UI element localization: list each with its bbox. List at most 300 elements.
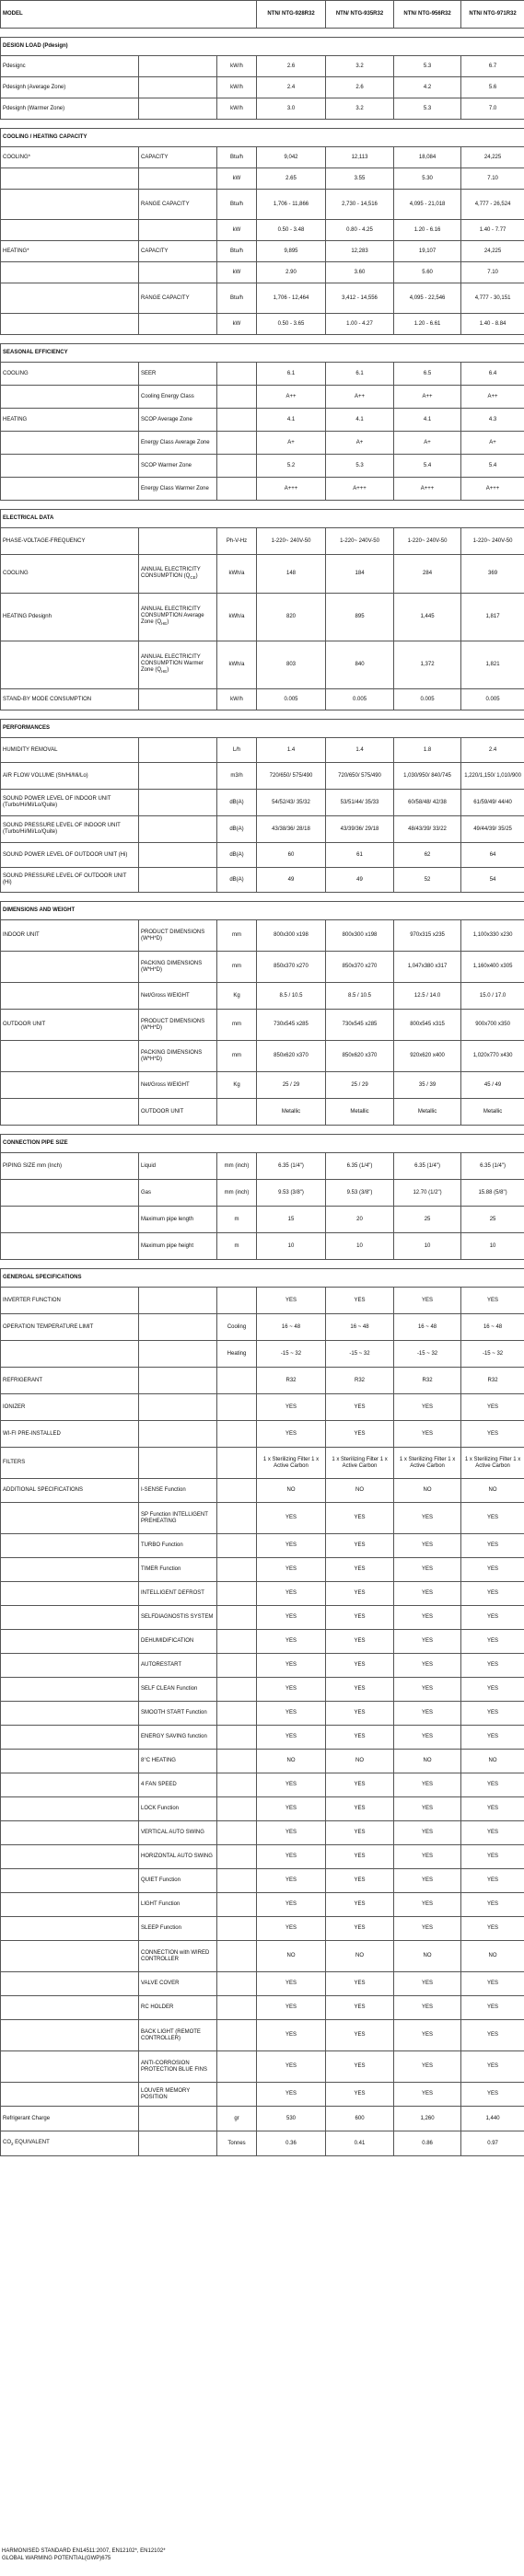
spec-row [1, 1099, 524, 1126]
spec-value: YES [257, 1869, 326, 1893]
spec-value: A+ [394, 432, 461, 455]
spec-row [1, 738, 524, 763]
spec-value: 2.6 [257, 56, 326, 77]
row-label [1, 983, 139, 1010]
spec-value: 62 [394, 843, 461, 868]
spec-value: 20 [326, 1207, 394, 1233]
spec-value: YES [461, 1678, 524, 1702]
row-sublabel: VALVE COVER [139, 1972, 217, 1996]
spec-value: 0.005 [461, 689, 524, 710]
spec-value: 8.5 / 10.5 [326, 983, 394, 1010]
spec-value: YES [461, 1606, 524, 1630]
section-title: CONNECTION PIPE SIZE [1, 1135, 524, 1153]
row-sublabel [139, 2131, 217, 2156]
section-spacer [1, 710, 524, 720]
row-unit: Ph-V-Hz [217, 528, 257, 555]
spec-row [1, 455, 524, 478]
row-label: Pdesignh (Warmer Zone) [1, 98, 139, 120]
row-sublabel [139, 98, 217, 120]
row-unit [217, 1582, 257, 1606]
spec-value: 8.5 / 10.5 [257, 983, 326, 1010]
spec-row [1, 1702, 524, 1726]
spec-row [1, 1893, 524, 1917]
spec-value: YES [394, 1582, 461, 1606]
section-title: GENERGAL SPECIFICATIONS [1, 1269, 524, 1288]
spec-value: YES [257, 1421, 326, 1448]
spec-value: YES [394, 1606, 461, 1630]
spec-value: 4.1 [257, 409, 326, 432]
spec-value: YES [461, 1394, 524, 1421]
spec-value: YES [326, 1288, 394, 1314]
spec-value: 3.60 [326, 262, 394, 283]
row-label: OPERATION TEMPERATURE LIMIT [1, 1314, 139, 1341]
row-unit [217, 1288, 257, 1314]
spec-value: -15 ~ 32 [394, 1341, 461, 1368]
spec-value: 1,817 [461, 594, 524, 641]
row-label [1, 283, 139, 314]
spec-value: YES [257, 1821, 326, 1845]
spec-value: 7.10 [461, 262, 524, 283]
spec-value: YES [257, 2083, 326, 2107]
spec-value: YES [326, 1797, 394, 1821]
spec-row [1, 763, 524, 790]
spec-value: 7.10 [461, 168, 524, 190]
row-sublabel: QUIET Function [139, 1869, 217, 1893]
spec-value: A+++ [461, 478, 524, 501]
spec-value: YES [461, 1996, 524, 2020]
spec-value: 1 x Sterilizing Filter 1 x Active Carbon [394, 1448, 461, 1479]
row-label [1, 1654, 139, 1678]
row-sublabel: VERTICAL AUTO SWING [139, 1821, 217, 1845]
spec-value: 0.005 [394, 689, 461, 710]
spec-value: A+++ [394, 478, 461, 501]
row-sublabel: AUTORESTART [139, 1654, 217, 1678]
spec-value: NO [257, 1479, 326, 1503]
sublabel-end: ) [167, 667, 169, 674]
spec-value: 10 [461, 1233, 524, 1260]
row-sublabel: Maximum pipe length [139, 1207, 217, 1233]
spec-value: 3.0 [257, 98, 326, 120]
spec-value: YES [326, 1582, 394, 1606]
spec-value: YES [461, 1893, 524, 1917]
row-label [1, 1869, 139, 1893]
row-unit: Cooling [217, 1314, 257, 1341]
spec-value: 49/44/39/ 35/25 [461, 816, 524, 843]
spec-row [1, 1869, 524, 1893]
spec-value: YES [257, 1917, 326, 1941]
row-unit [217, 1654, 257, 1678]
spec-value: YES [257, 1654, 326, 1678]
spec-row [1, 2107, 524, 2131]
spec-value: NO [461, 1750, 524, 1773]
spec-value: A+++ [257, 478, 326, 501]
spec-value: 5.6 [461, 77, 524, 98]
spacer-cell [1, 710, 524, 720]
spec-value: YES [257, 1630, 326, 1654]
row-sublabel: LOCK Function [139, 1797, 217, 1821]
model-label: MODEL [1, 1, 257, 29]
spec-row [1, 1972, 524, 1996]
row-unit [217, 1368, 257, 1394]
row-sublabel [139, 1288, 217, 1314]
spec-value: 9.53 (3/8") [326, 1180, 394, 1207]
spec-row [1, 528, 524, 555]
spec-value: 1.20 - 6.16 [394, 220, 461, 241]
spec-value: YES [461, 1630, 524, 1654]
spec-value: 24,225 [461, 241, 524, 262]
spec-value: YES [461, 1845, 524, 1869]
spec-value: 4.3 [461, 409, 524, 432]
section-title: SEASONAL EFFICIENCY [1, 344, 524, 363]
row-label-tail: EQUIVALENT [13, 2139, 50, 2145]
spec-row [1, 1479, 524, 1503]
spec-value: YES [394, 1869, 461, 1893]
row-sublabel: 8°C HEATING [139, 1750, 217, 1773]
spec-value: 900x700 x350 [461, 1010, 524, 1041]
spec-value: YES [257, 1606, 326, 1630]
spec-value: YES [326, 1606, 394, 1630]
row-sublabel: CAPACITY [139, 147, 217, 168]
spec-value: YES [257, 1558, 326, 1582]
row-label [1, 1534, 139, 1558]
spec-row [1, 1996, 524, 2020]
spec-row [1, 594, 524, 641]
spec-value: 16 ~ 48 [326, 1314, 394, 1341]
spec-value: 5.3 [326, 455, 394, 478]
spec-row [1, 1630, 524, 1654]
row-sublabel: CAPACITY [139, 241, 217, 262]
row-sublabel [139, 790, 217, 816]
spec-value: 184 [326, 555, 394, 594]
spec-value: 12,283 [326, 241, 394, 262]
spec-value: 1 x Sterilizing Filter 1 x Active Carbon [326, 1448, 394, 1479]
row-sublabel: Net/Gross WEIGHT [139, 1072, 217, 1099]
spec-value: 0.50 - 3.65 [257, 314, 326, 335]
row-label: COOLING* [1, 147, 139, 168]
spec-value: 1,706 - 12,464 [257, 283, 326, 314]
spec-value: Metallic [394, 1099, 461, 1126]
spec-row [1, 1606, 524, 1630]
spec-value: 6.1 [257, 363, 326, 386]
spec-value: R32 [326, 1368, 394, 1394]
row-sublabel: ENERGY SAVING function [139, 1726, 217, 1750]
row-sublabel: OUTDOOR UNIT [139, 1099, 217, 1126]
row-label [1, 1821, 139, 1845]
row-unit: gr [217, 2107, 257, 2131]
spec-value: A+ [326, 432, 394, 455]
spec-value: 0.36 [257, 2131, 326, 2156]
spec-value: YES [326, 1972, 394, 1996]
row-unit [217, 1726, 257, 1750]
spec-value: YES [326, 1917, 394, 1941]
spec-value: 0.80 - 4.25 [326, 220, 394, 241]
row-sublabel [139, 594, 217, 641]
spec-value: 1 x Sterilizing Filter 1 x Active Carbon [461, 1448, 524, 1479]
spec-value: 4.1 [326, 409, 394, 432]
row-unit [217, 1678, 257, 1702]
row-label [1, 455, 139, 478]
spec-value: 6.5 [394, 363, 461, 386]
row-unit [217, 1630, 257, 1654]
row-label [1, 1099, 139, 1126]
spec-value: 1,440 [461, 2107, 524, 2131]
spec-row [1, 1917, 524, 1941]
spec-row [1, 432, 524, 455]
spec-value: A++ [257, 386, 326, 409]
spec-value: YES [394, 1558, 461, 1582]
row-sublabel: SCOP Average Zone [139, 409, 217, 432]
spec-value: 1-220~ 240V-50 [461, 528, 524, 555]
row-label [1, 190, 139, 220]
row-sublabel: Cooling Energy Class [139, 386, 217, 409]
row-sublabel [139, 816, 217, 843]
spec-value: 12,113 [326, 147, 394, 168]
section-spacer [1, 1260, 524, 1269]
spec-row [1, 1821, 524, 1845]
spec-value: YES [257, 1996, 326, 2020]
spec-value: 4,777 - 26,524 [461, 190, 524, 220]
spec-row [1, 77, 524, 98]
spec-value: A++ [326, 386, 394, 409]
spec-value: 4,777 - 30,151 [461, 283, 524, 314]
spec-value: 5.30 [394, 168, 461, 190]
spec-value: 9.53 (3/8") [257, 1180, 326, 1207]
spec-value: YES [326, 1821, 394, 1845]
row-label: PIPING SIZE mm (Inch) [1, 1153, 139, 1180]
row-sublabel [139, 1341, 217, 1368]
spec-row [1, 147, 524, 168]
spec-value: 9,042 [257, 147, 326, 168]
spec-row [1, 262, 524, 283]
row-sublabel: SEER [139, 363, 217, 386]
spec-value: 1,030/950/ 840/745 [394, 763, 461, 790]
row-unit: Heating [217, 1341, 257, 1368]
row-unit [217, 1869, 257, 1893]
row-sublabel [139, 1448, 217, 1479]
spec-row [1, 1448, 524, 1479]
spec-row [1, 1341, 524, 1368]
spec-value: NO [461, 1479, 524, 1503]
row-sublabel: SMOOTH START Function [139, 1702, 217, 1726]
model-name: NTN/ NTG-935R32 [326, 1, 394, 29]
spec-value: YES [257, 1503, 326, 1534]
spec-value: 10 [394, 1233, 461, 1260]
row-sublabel: SELF CLEAN Function [139, 1678, 217, 1702]
row-label [1, 1972, 139, 1996]
row-label [1, 168, 139, 190]
sublabel-subscript: CE [190, 575, 196, 581]
spec-value: 6.1 [326, 363, 394, 386]
spec-row [1, 1678, 524, 1702]
row-unit [217, 1534, 257, 1558]
row-unit [217, 2051, 257, 2083]
row-unit: mm (inch) [217, 1180, 257, 1207]
sublabel-end: ) [167, 619, 169, 626]
spec-value: YES [461, 1773, 524, 1797]
spec-row [1, 56, 524, 77]
section-spacer [1, 120, 524, 129]
row-label: SOUND PRESSURE LEVEL OF INDOOR UNIT (Turbo/Hi/Mi/Lo/Quite) [1, 816, 139, 843]
row-label: HEATING Pdesignh [1, 594, 139, 641]
spec-value: 43/39/36/ 29/18 [326, 816, 394, 843]
spec-value: YES [461, 2083, 524, 2107]
row-label [1, 1503, 139, 1534]
spec-value: YES [461, 2051, 524, 2083]
spec-row [1, 1750, 524, 1773]
spec-value: R32 [257, 1368, 326, 1394]
row-sublabel [139, 262, 217, 283]
row-label: SOUND POWER LEVEL OF INDOOR UNIT (Turbo/Hi/Mi/Lo/Quite) [1, 790, 139, 816]
spec-value: 5.4 [394, 455, 461, 478]
row-label: OUTDOOR UNIT [1, 1010, 139, 1041]
row-label [1, 952, 139, 983]
spacer-cell [1, 893, 524, 902]
row-unit: kW [217, 262, 257, 283]
row-label [1, 220, 139, 241]
spec-value: YES [326, 1394, 394, 1421]
model-header-row [1, 1, 524, 29]
row-unit [217, 432, 257, 455]
spec-value: Metallic [257, 1099, 326, 1126]
row-label [1, 1893, 139, 1917]
spec-value: YES [394, 1972, 461, 1996]
row-sublabel: HORIZONTAL AUTO SWING [139, 1845, 217, 1869]
spec-value: YES [461, 1654, 524, 1678]
sublabel-text: ANNUAL ELECTRICITY CONSUMPTION Warmer Zone (Q [141, 654, 204, 674]
section-header-row [1, 510, 524, 528]
spec-row [1, 1010, 524, 1041]
row-label: STAND-BY MODE CONSUMPTION [1, 689, 139, 710]
row-sublabel: PACKING DIMENSIONS (W*H*D) [139, 952, 217, 983]
row-unit [217, 1797, 257, 1821]
spec-value: 61/59/49/ 44/40 [461, 790, 524, 816]
spec-value: 1.8 [394, 738, 461, 763]
row-unit [217, 1394, 257, 1421]
row-sublabel [139, 56, 217, 77]
row-unit [217, 1941, 257, 1972]
row-sublabel [139, 641, 217, 689]
row-unit [217, 1773, 257, 1797]
row-unit [217, 1821, 257, 1845]
row-sublabel: 4 FAN SPEED [139, 1773, 217, 1797]
row-label [1, 1773, 139, 1797]
row-sublabel: Net/Gross WEIGHT [139, 983, 217, 1010]
spacer-cell [1, 29, 524, 38]
row-label [1, 1072, 139, 1099]
row-label [1, 2020, 139, 2051]
row-label: HEATING [1, 409, 139, 432]
spec-value: A++ [394, 386, 461, 409]
row-sublabel: SLEEP Function [139, 1917, 217, 1941]
spec-value: YES [326, 1702, 394, 1726]
sublabel-subscript: HE [161, 669, 168, 675]
spec-value: YES [326, 1503, 394, 1534]
gwp-note: GLOBAL WARMING POTENTIAL(GWP)675 [2, 2556, 111, 2561]
spec-row [1, 1180, 524, 1207]
sublabel-end: ) [195, 572, 198, 579]
spec-value: YES [461, 1917, 524, 1941]
spec-row [1, 168, 524, 190]
row-label [1, 1207, 139, 1233]
spec-value: 25 / 29 [257, 1072, 326, 1099]
row-sublabel [139, 763, 217, 790]
spec-row [1, 555, 524, 594]
spec-value: 4,095 - 21,018 [394, 190, 461, 220]
row-unit: mm [217, 1010, 257, 1041]
spec-value: 54/52/43/ 35/32 [257, 790, 326, 816]
spec-row [1, 98, 524, 120]
spec-value: YES [394, 1654, 461, 1678]
row-sublabel [139, 168, 217, 190]
row-label [1, 1041, 139, 1072]
row-sublabel: CONNECTION with WIRED CONTROLLER [139, 1941, 217, 1972]
section-header-row [1, 1269, 524, 1288]
spec-value: YES [257, 1845, 326, 1869]
spec-value: 1,047x380 x317 [394, 952, 461, 983]
spec-value: 7.0 [461, 98, 524, 120]
spec-value: 3.55 [326, 168, 394, 190]
spec-value: 148 [257, 555, 326, 594]
row-sublabel: BACK LIGHT (REMOTE CONTROLLER) [139, 2020, 217, 2051]
row-unit: Btu/h [217, 147, 257, 168]
spec-value: 24,225 [461, 147, 524, 168]
spec-row [1, 241, 524, 262]
spec-row [1, 1534, 524, 1558]
section-title: DESIGN LOAD (Pdesign) [1, 38, 524, 56]
row-label: SOUND POWER LEVEL OF OUTDOOR UNIT (Hi) [1, 843, 139, 868]
row-sublabel [139, 738, 217, 763]
standard-note: HARMONISED STANDARD EN14511:2007, EN12102*, EN12102* [2, 2548, 166, 2554]
spec-row [1, 1797, 524, 1821]
spec-value: 25 [394, 1207, 461, 1233]
spec-value: 61 [326, 843, 394, 868]
spec-value: 45 / 49 [461, 1072, 524, 1099]
row-unit [217, 1503, 257, 1534]
spec-value: 3.2 [326, 98, 394, 120]
row-sublabel: Maximum pipe height [139, 1233, 217, 1260]
row-label [1, 1341, 139, 1368]
spec-value: 895 [326, 594, 394, 641]
spec-value: YES [394, 2083, 461, 2107]
row-unit: kWh/a [217, 555, 257, 594]
row-unit: kW/h [217, 56, 257, 77]
row-unit: Btu/h [217, 190, 257, 220]
row-label: HUMIDITY REMOVAL [1, 738, 139, 763]
spec-row [1, 314, 524, 335]
section-spacer [1, 893, 524, 902]
spec-row [1, 1421, 524, 1448]
spec-value: YES [461, 1288, 524, 1314]
spec-row [1, 2083, 524, 2107]
spec-value: NO [461, 1941, 524, 1972]
spec-value: 1,260 [394, 2107, 461, 2131]
spec-value: YES [257, 1972, 326, 1996]
spec-value: 1 x Sterilizing Filter 1 x Active Carbon [257, 1448, 326, 1479]
row-unit: mm [217, 920, 257, 952]
row-unit: Kg [217, 1072, 257, 1099]
spec-value: 9,895 [257, 241, 326, 262]
row-unit: mm [217, 952, 257, 983]
row-unit: m3/h [217, 763, 257, 790]
row-sublabel: LOUVER MEMORY POSITION [139, 2083, 217, 2107]
spec-value: 720/650/ 575/490 [257, 763, 326, 790]
spec-value: YES [394, 1503, 461, 1534]
row-unit: dB(A) [217, 790, 257, 816]
spec-value: A++ [461, 386, 524, 409]
spec-value: YES [394, 1821, 461, 1845]
row-label: INDOOR UNIT [1, 920, 139, 952]
spec-value: A+ [461, 432, 524, 455]
